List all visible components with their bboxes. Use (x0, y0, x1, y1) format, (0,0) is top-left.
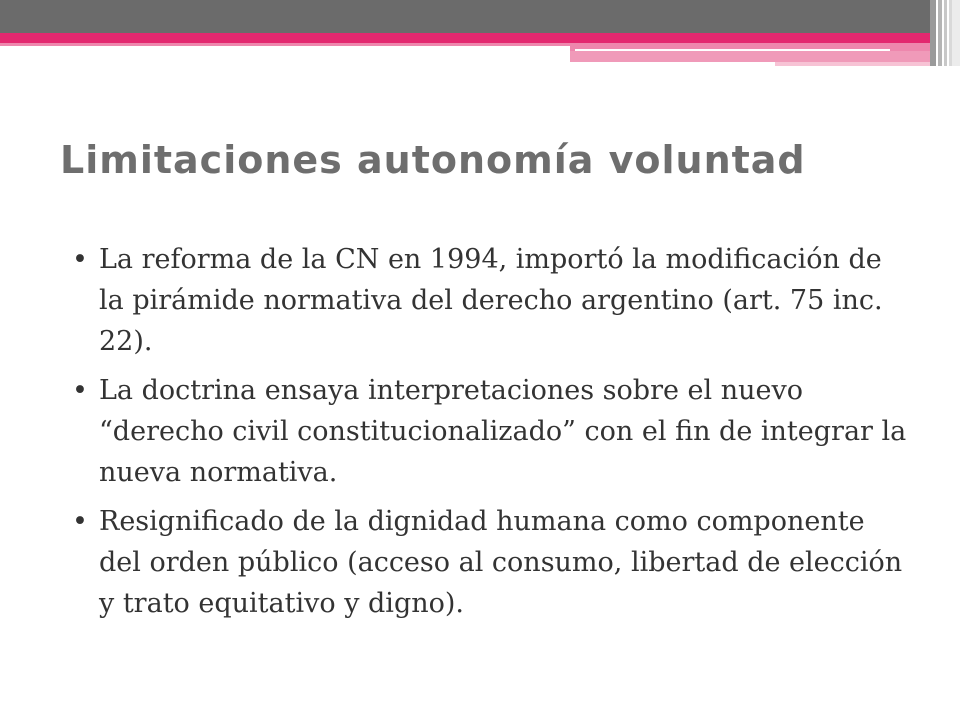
bullet-text: Resignificado de la dignidad humana como componente del orden público (acceso al consumo, libertad de elección y trato equitativo y digno). (99, 506, 903, 619)
bullet-list (72, 239, 912, 632)
top-banner-pink-light-left (0, 43, 570, 46)
bullet-item (72, 370, 912, 493)
bullet-text: La reforma de la CN en 1994, importó la modificación de la pirámide normativa del derecho argentino (art. 75 inc. 22). (99, 244, 883, 357)
bullet-marker: • (72, 375, 88, 406)
bullet-marker: • (72, 506, 88, 537)
bullet-item (72, 501, 912, 624)
bullet-item (72, 239, 912, 362)
top-banner-pink-lower (570, 51, 930, 62)
bullet-marker: • (72, 244, 88, 275)
bullet-text: La doctrina ensaya interpretaciones sobre el nuevo “derecho civil constitucionalizado” con el fin de integrar la nueva normativa. (99, 375, 907, 488)
edge-stripe (952, 0, 960, 66)
top-banner-pink-step (775, 62, 930, 66)
top-banner-pink (0, 33, 930, 43)
slide-title: Limitaciones autonomía voluntad (60, 138, 806, 182)
top-banner-gray (0, 0, 930, 33)
